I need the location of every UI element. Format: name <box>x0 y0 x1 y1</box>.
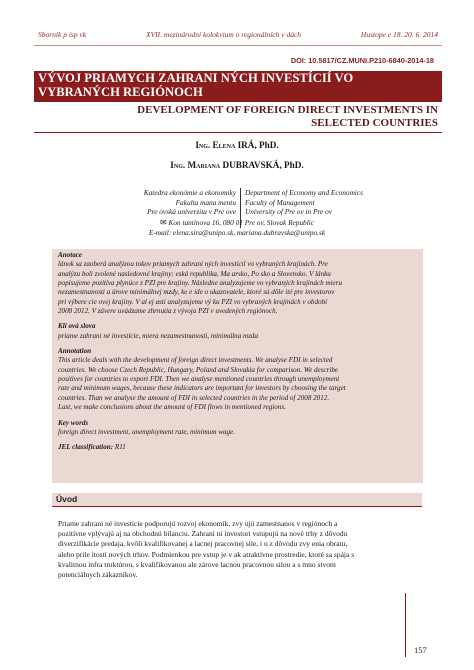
title-english-line-2: SELECTED COUNTRIES <box>311 117 438 129</box>
title-slovak-line-1: VÝVOJ PRIAMYCH ZAHRANI NÝCH INVESTÍCIÍ VO <box>38 71 354 85</box>
author-1-suffix: , PhD. <box>254 140 279 150</box>
affiliation-english-university: University of Pre ov in Pre ov <box>245 207 332 217</box>
affiliation-slovak-university: Pre ovská univerzita v Pre ove <box>147 207 236 217</box>
anotace-line: pri výbere cie ovej krajiny. V al ej asti analyzujeme vý ku PZI vo vybraných krajinách v období <box>58 297 328 306</box>
intro-line: pozitívne vplývajú aj na obchodnú bilanciu. Zahrani ní investori vstupujú na nové trhy z dôvodu <box>58 529 348 539</box>
jel-label: JEL classification: <box>58 443 114 452</box>
annotation-line: countries. We choose Czech Republic, Hungary, Poland and Slovakia for comparison. We describe <box>58 365 339 374</box>
annotation-line: Last, we make conclusions about the amount of FDI flows in mentioned regions. <box>58 403 286 412</box>
anotace-line: lánok sa zaoberá analýzou tokov priamych zahrani ných investícií vo vybraných krajinách. Pre <box>58 260 328 269</box>
affiliation-english <box>245 188 465 217</box>
author-1 <box>0 140 474 150</box>
title-english <box>34 101 442 133</box>
header-divider <box>34 45 442 46</box>
affiliation-slovak-faculty: Fakulta mana mentu <box>175 197 236 207</box>
abstract-block <box>58 251 419 453</box>
author-2-prefix: Ing. Mariana <box>170 160 221 170</box>
jel-classification <box>58 443 419 452</box>
title-slovak <box>34 71 442 101</box>
kluc-slova-text: priame zahrani né investície, miera nezamestnanosti, minimálna mzda <box>58 331 258 340</box>
header-place-date: Hustope e 18. 20. 6. 2014 <box>360 30 438 39</box>
anotace-line: analýzu boli zvolené nasledovné krajiny: eská republika, Ma arsko, Po sko a Slovensko. V lánku <box>58 269 331 278</box>
page-number: 157 <box>414 645 427 655</box>
affiliation-email: E-mail: elena.sira@unipo.sk, mariana.dubravska@unipo.sk <box>148 228 326 237</box>
intro-line: diverzifikácie predaja, kvôli kvalifikovanej a lacnej pracovnej sile, i u z dôvodu zvy enia obratu, <box>58 539 348 549</box>
anotace-line: 2008 2012. V závere uvádzame zhrnutia z vývoja PZI v uvedených regiónoch. <box>58 307 278 316</box>
section-heading: Úvod <box>56 494 78 504</box>
annotation-line: positives for countries to export FDI. Then we analyse mentioned countries through unemployment <box>58 375 340 384</box>
header-proceedings: Sborník p ísp vk <box>38 30 87 39</box>
author-2-surname: DUBRAVSKÁ <box>222 160 280 170</box>
anotace-label: Anotace <box>58 251 83 259</box>
anotace-line: nezamestnanosti a úrove minimálnej mzdy, ke e ide o ukazovatele, ktoré sú dôle ité pre investorov <box>58 288 335 297</box>
title-english-line-1: DEVELOPMENT OF FOREIGN DIRECT INVESTMENTS IN <box>137 104 438 116</box>
anotace-line: popisujeme pozitíva plynúce z PZI pre krajiny. Následne analyzujeme vo vybraných krajinách mieru <box>58 279 343 288</box>
affiliation-english-dept: Department of Economy and Economics <box>245 188 363 197</box>
intro-line: kvalitnou infra truktúrou, s kvalifikovanou ale zárove lacnou pracovnou silou a s mno stvom <box>58 559 336 569</box>
intro-line: potenciálnych zákazníkov. <box>58 570 138 580</box>
address-text: Kon tantínova 16, 080 01 Pre ov, Slovak Republic <box>168 218 315 227</box>
annotation-label: Annotation <box>58 347 92 356</box>
header-conference: XVII. mezinárodní kolokvium o regionálních v dách <box>146 30 302 39</box>
author-1-surname: IRÁ <box>237 140 255 150</box>
intro-line: alebo prile itostí nových trhov. Podmienkou pre vstup je v ak atraktívne prostredie, ktoré sa spája s <box>58 549 355 559</box>
kluc-slova-label: Klí ová slova <box>58 322 96 331</box>
affiliation-english-faculty: Faculty of Management <box>245 197 315 207</box>
author-2-suffix: , PhD. <box>279 160 304 170</box>
affiliation-slovak <box>100 188 236 217</box>
intro-paragraph <box>58 519 422 580</box>
running-header <box>38 30 438 39</box>
keywords-label: Key words <box>58 418 89 427</box>
annotation-line: This article deals with the development of foreign direct investments. We analyse FDI in selected <box>58 356 333 365</box>
envelope-icon: ✉ <box>159 218 167 227</box>
section-heading-bar <box>52 493 422 507</box>
annotation-line: rate and minimum wages, because these indicators are important for investors by choosing the target <box>58 384 346 393</box>
affiliation-address <box>0 218 474 228</box>
affiliation-slovak-dept: Katedra ekonómie a ekonomiky <box>143 188 236 197</box>
author-1-prefix: Ing. Elena <box>195 140 236 150</box>
jel-value: R11 <box>114 443 126 452</box>
annotation-line: countries. Than we analyse the amount of FDI in selected countries in the period of 2008 2012. <box>58 393 330 402</box>
title-slovak-line-2: VYBRANÝCH REGIÓNOCH <box>38 84 203 99</box>
footer-vertical-rule <box>405 593 406 657</box>
author-2 <box>0 160 474 170</box>
doi: DOI: 10.5817/CZ.MUNI.P210-6840-2014-18 <box>290 56 434 65</box>
keywords-text: foreign direct investment, unemployment rate, minimum wage. <box>58 427 235 436</box>
intro-line: Priame zahrani né investície podporujú rozvoj ekonomík, zvy ujú zamestnanos v regiónoch a <box>58 519 338 528</box>
